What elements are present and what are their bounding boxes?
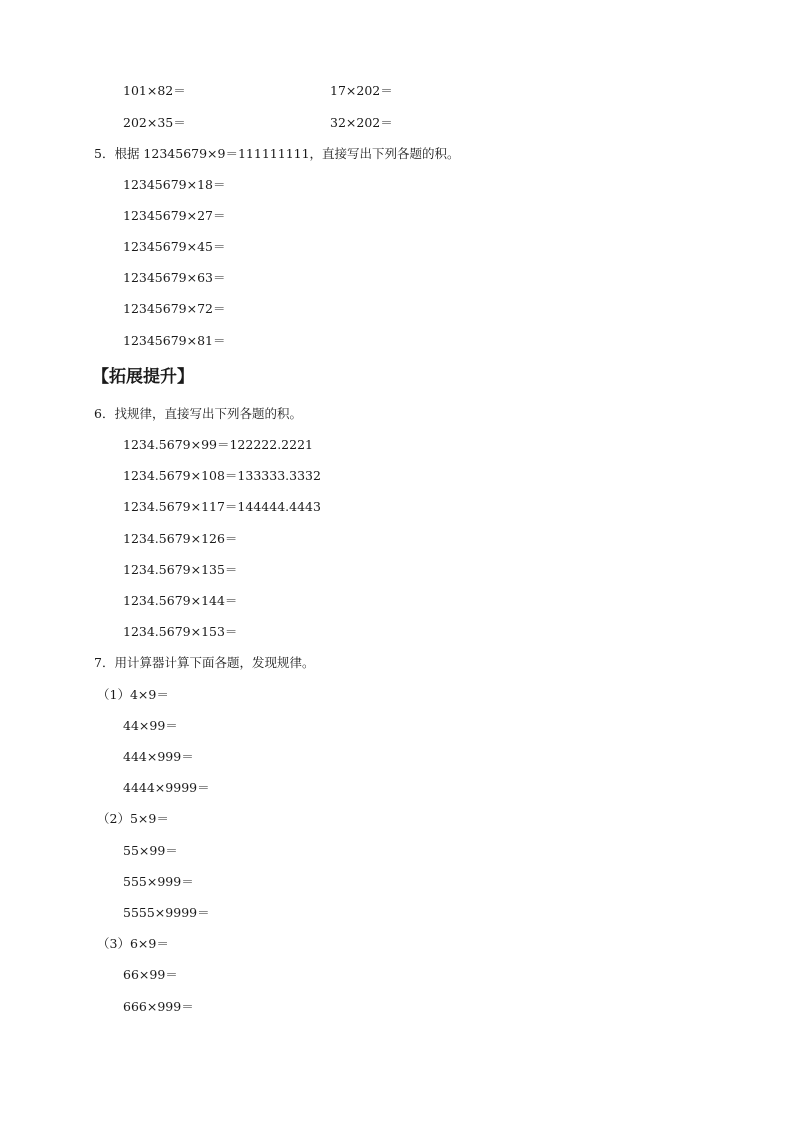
equation-item: 12345679×63＝ <box>123 270 226 285</box>
question-5-prompt: 5．根据 12345679×9＝111111111，直接写出下列各题的积。 <box>94 146 460 161</box>
equation-item: 444×999＝ <box>123 749 194 764</box>
equation-item: 555×999＝ <box>123 874 194 889</box>
question-7-prompt: 7．用计算器计算下面各题，发现规律。 <box>94 655 315 670</box>
equation-item: 1234.5679×135＝ <box>123 562 238 577</box>
equation-item: 12345679×81＝ <box>123 333 226 348</box>
equation-item: 12345679×18＝ <box>123 177 226 192</box>
equation-item: 12345679×27＝ <box>123 208 226 223</box>
equation-item: 202×35＝ <box>123 115 186 130</box>
equation-item: 101×82＝ <box>123 83 186 98</box>
equation-item: 1234.5679×108＝133333.3332 <box>123 468 321 483</box>
equation-item: 5555×9999＝ <box>123 905 210 920</box>
equation-item: 66×99＝ <box>123 967 178 982</box>
equation-item: 1234.5679×126＝ <box>123 531 238 546</box>
question-6-prompt: 6．找规律，直接写出下列各题的积。 <box>94 406 302 421</box>
equation-item: 1234.5679×117＝144444.4443 <box>123 499 321 514</box>
equation-item: 1234.5679×153＝ <box>123 624 238 639</box>
group-label: （3）6×9＝ <box>97 936 169 951</box>
equation-item: 12345679×45＝ <box>123 239 226 254</box>
equation-item: 1234.5679×99＝122222.2221 <box>123 437 313 452</box>
group-label: （2）5×9＝ <box>97 811 169 826</box>
equation-item: 666×999＝ <box>123 999 194 1014</box>
equation-item: 55×99＝ <box>123 843 178 858</box>
equation-item: 32×202＝ <box>330 115 393 130</box>
equation-item: 17×202＝ <box>330 83 393 98</box>
equation-item: 44×99＝ <box>123 718 178 733</box>
section-heading: 【拓展提升】 <box>92 367 194 387</box>
equation-item: 1234.5679×144＝ <box>123 593 238 608</box>
group-label: （1）4×9＝ <box>97 687 169 702</box>
equation-item: 4444×9999＝ <box>123 780 210 795</box>
equation-item: 12345679×72＝ <box>123 301 226 316</box>
